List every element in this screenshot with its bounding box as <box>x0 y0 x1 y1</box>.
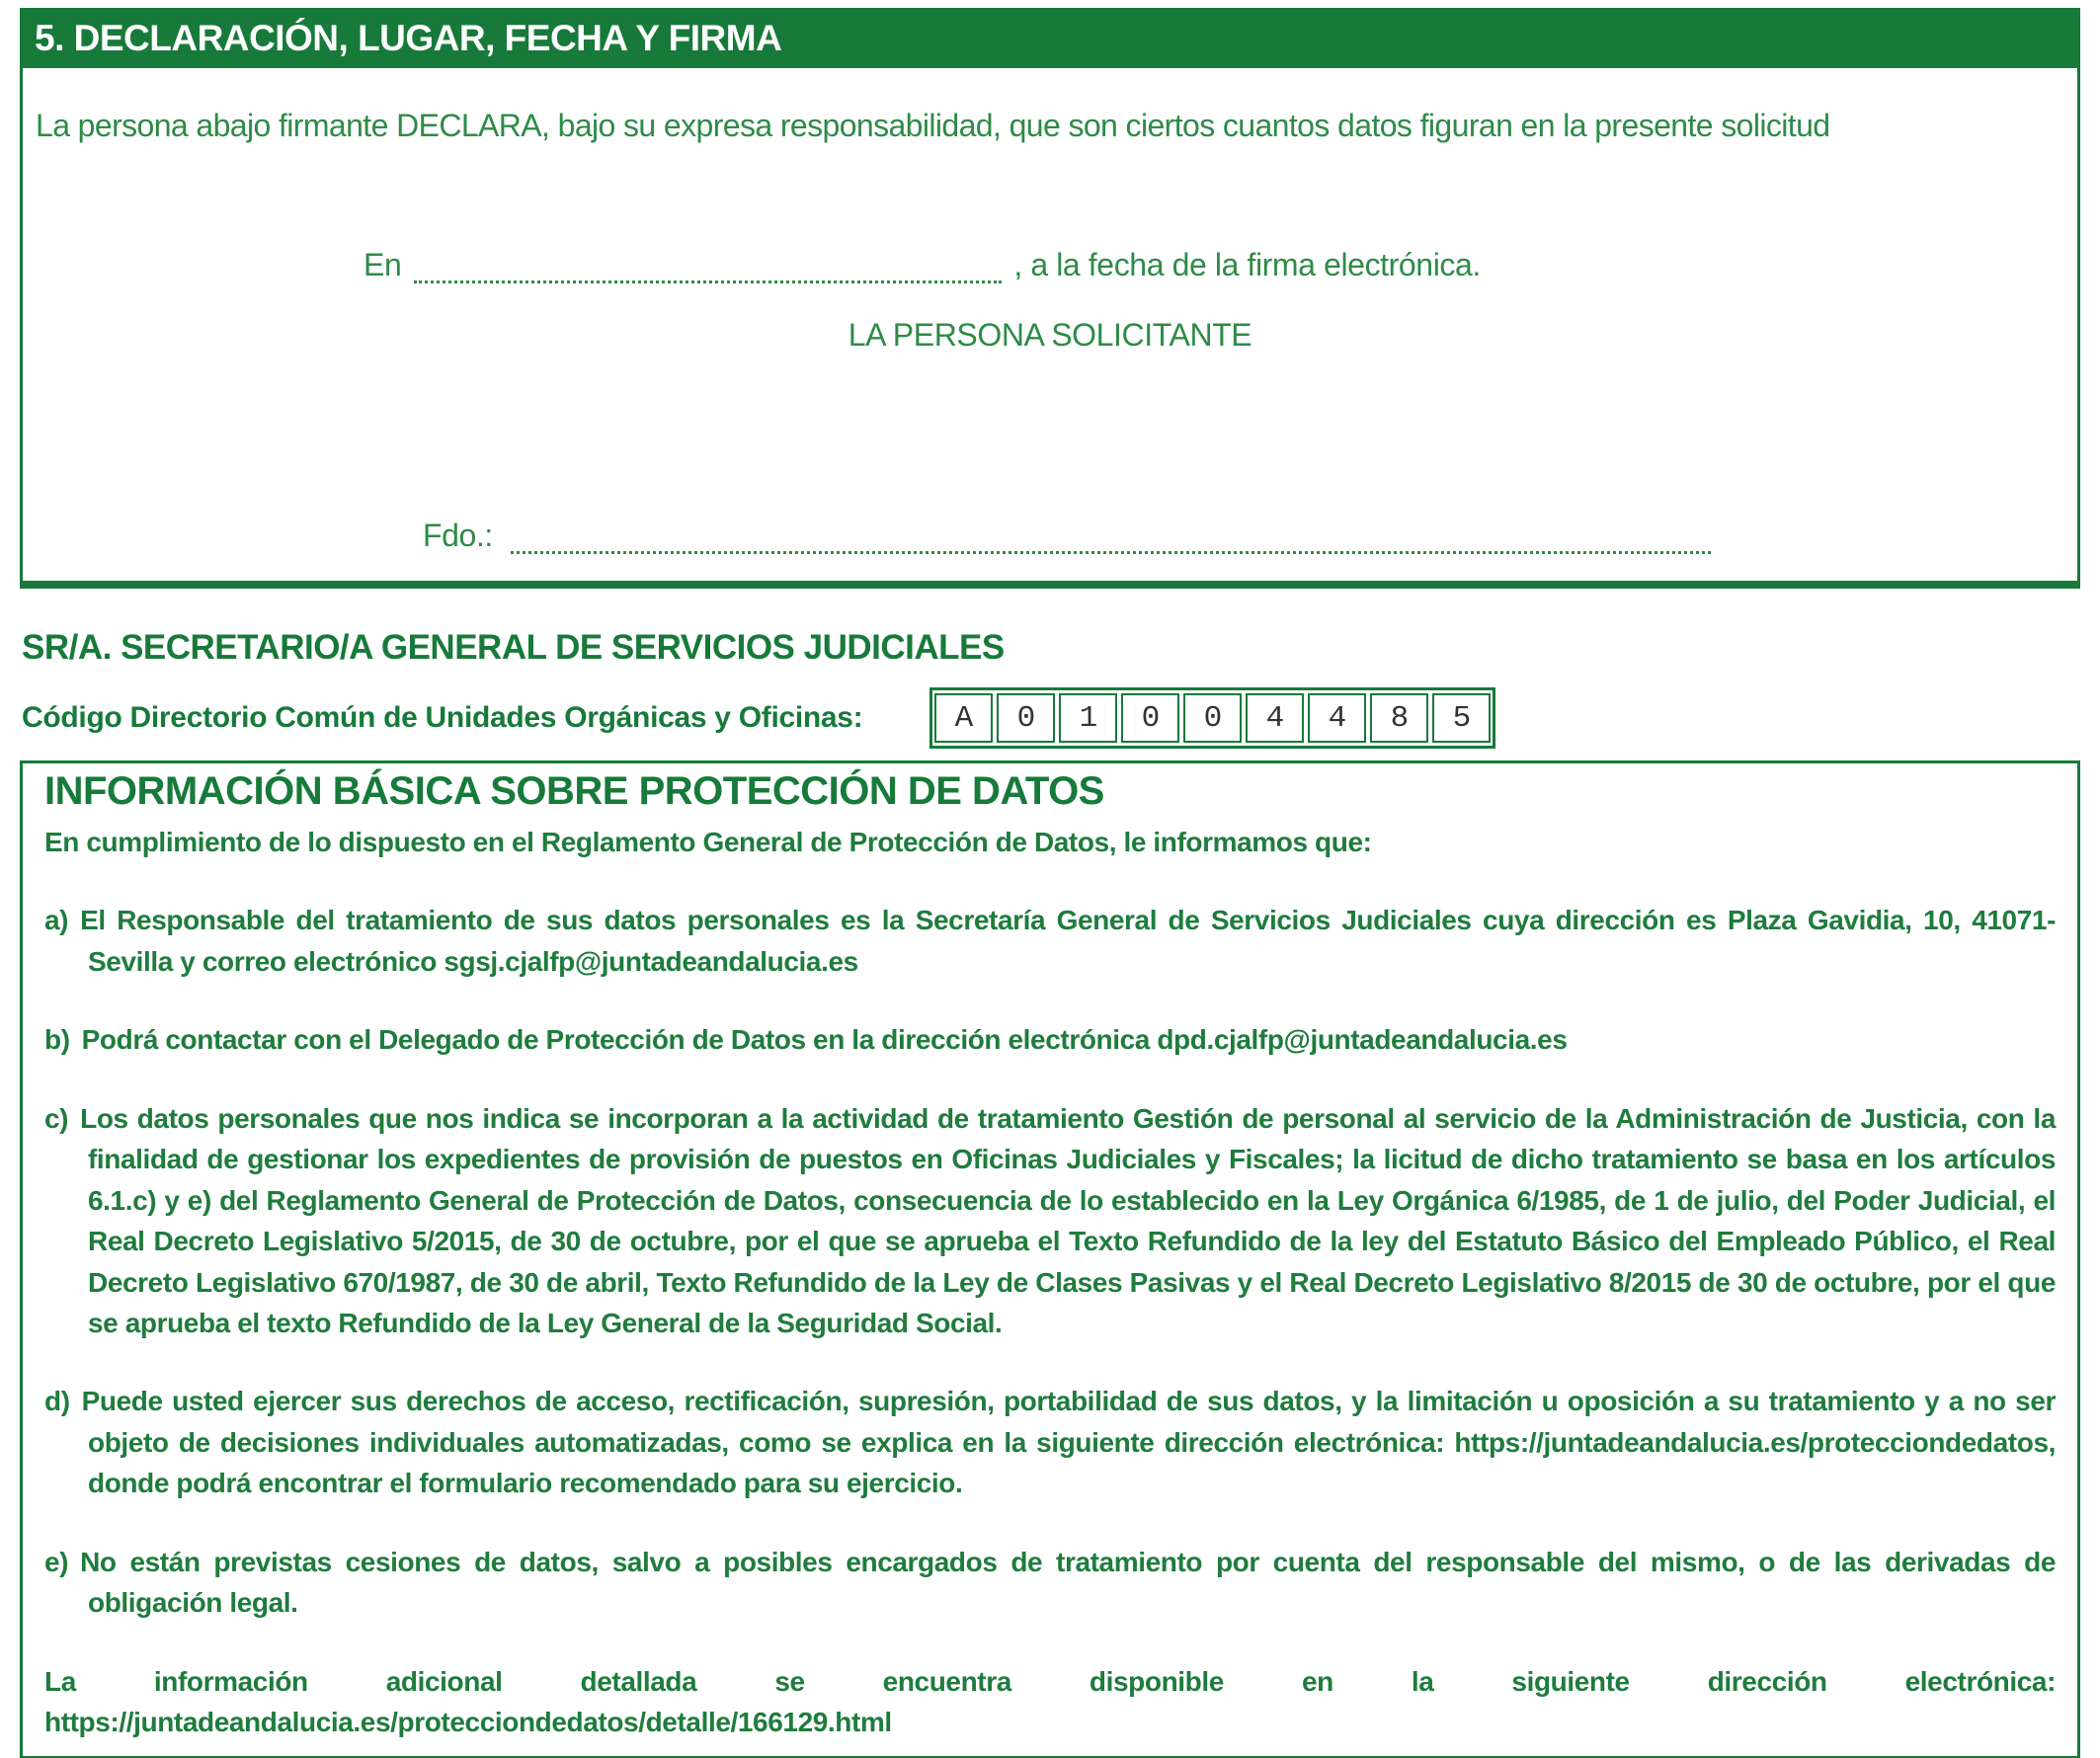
privacy-item-a <box>44 900 2056 982</box>
electronic-signature-date-text: , a la fecha de la firma electrónica. <box>1013 247 1481 282</box>
signature-row <box>423 517 1711 554</box>
code-cell: 1 <box>1059 693 1117 743</box>
privacy-section <box>20 760 2080 1758</box>
item-text: Los datos personales que nos indica se incorporan a la actividad de tratamiento Gestión de personal al servicio de la Administración de Justicia, con la finalidad de gestionar los expedientes de provisión de puestos en Oficinas Judiciales y Fiscales; la licitud de dicho tratamiento se basa en los artículos 6.1.c) y e) del Reglamento General de Protección de Datos, consecuencia de lo establecido en la Ley Orgánica 6/1985, de 1 de julio, del Poder Judicial, el Real Decreto Legislativo 5/2015, de 30 de octubre, por el que se aprueba el Texto Refundido de la ley del Estatuto Básico del Empleado Público, el Real Decreto Legislativo 670/1987, de 30 de abril, Texto Refundido de la Ley de Clases Pasivas y el Real Decreto Legislativo 8/2015 de 30 de octubre, por el que se aprueba el texto Refundido de la Ley General de la Seguridad Social. <box>80 1102 2056 1338</box>
privacy-title: INFORMACIÓN BÁSICA SOBRE PROTECCIÓN DE DATOS <box>44 769 1104 813</box>
item-text: Podrá contactar con el Delegado de Protección de Datos en la dirección electrónica dpd.cjalfp@juntadeandalucia.es <box>81 1024 1568 1056</box>
code-cell: 0 <box>1183 693 1242 743</box>
code-cell: A <box>934 693 993 743</box>
place-label: En <box>363 247 402 282</box>
item-marker: b) <box>44 1024 70 1056</box>
item-marker: d) <box>44 1386 70 1417</box>
privacy-intro: En cumplimiento de lo dispuesto en el Reglamento General de Protección de Datos, le informamos que: <box>44 827 1372 857</box>
code-cell: 0 <box>997 693 1055 743</box>
item-marker: e) <box>44 1546 69 1577</box>
place-input[interactable] <box>414 246 1002 283</box>
signed-label: Fdo.: <box>423 518 493 553</box>
privacy-item-e <box>44 1542 2056 1624</box>
code-cell: 0 <box>1121 693 1179 743</box>
privacy-closing: La información adicional detallada se encuentra disponible en la siguiente dirección electrónica: https://juntadeandalucia.es/protecciondedatos/detalle/166129.html <box>44 1665 2056 1737</box>
item-text: Puede usted ejercer sus derechos de acceso, rectificación, supresión, portabilidad de sus datos, y la limitación u oposición a su tratamiento y a no ser objeto de decisiones individuales automatizadas, como se explica en la siguiente dirección electrónica: https://juntadeandalucia.es/protecciondedatos, donde podrá encontrar el formulario recomendado para su ejercicio. <box>81 1386 2056 1499</box>
declaration-section-header <box>23 11 2077 68</box>
directory-code-row <box>22 687 1495 749</box>
declaration-statement: La persona abajo firmante DECLARA, bajo su expresa responsabilidad, que son ciertos cuantos datos figuran en la presente solicitud <box>36 108 1830 143</box>
item-marker: c) <box>44 1102 69 1134</box>
directory-code-label: Código Directorio Común de Unidades Orgánicas y Oficinas: <box>22 701 863 734</box>
signer-title: LA PERSONA SOLICITANTE <box>848 317 1252 353</box>
signature-name-input[interactable] <box>511 517 1711 554</box>
item-text: No están previstas cesiones de datos, salvo a posibles encargados de tratamiento por cuenta del responsable del mismo, o de las derivadas de obligación legal. <box>80 1546 2056 1619</box>
privacy-item-c <box>44 1098 2056 1344</box>
code-cell: 8 <box>1370 693 1428 743</box>
code-cell: 4 <box>1246 693 1304 743</box>
place-date-row <box>363 246 1481 283</box>
declaration-section-title: 5. DECLARACIÓN, LUGAR, FECHA Y FIRMA <box>35 18 782 58</box>
addressee-title: SR/A. SECRETARIO/A GENERAL DE SERVICIOS JUDICIALES <box>22 628 1005 667</box>
item-marker: a) <box>44 905 69 936</box>
directory-code-boxes <box>929 687 1495 749</box>
privacy-item-d <box>44 1381 2056 1503</box>
code-cell: 4 <box>1308 693 1366 743</box>
code-cell: 5 <box>1432 693 1491 743</box>
declaration-section <box>20 8 2080 589</box>
item-text: El Responsable del tratamiento de sus datos personales es la Secretaría General de Servicios Judiciales cuya dirección es Plaza Gavidia, 10, 41071-Sevilla y correo electrónico sgsj.cjalfp@juntadeandalucia.es <box>80 905 2056 977</box>
privacy-item-b <box>44 1019 2056 1060</box>
